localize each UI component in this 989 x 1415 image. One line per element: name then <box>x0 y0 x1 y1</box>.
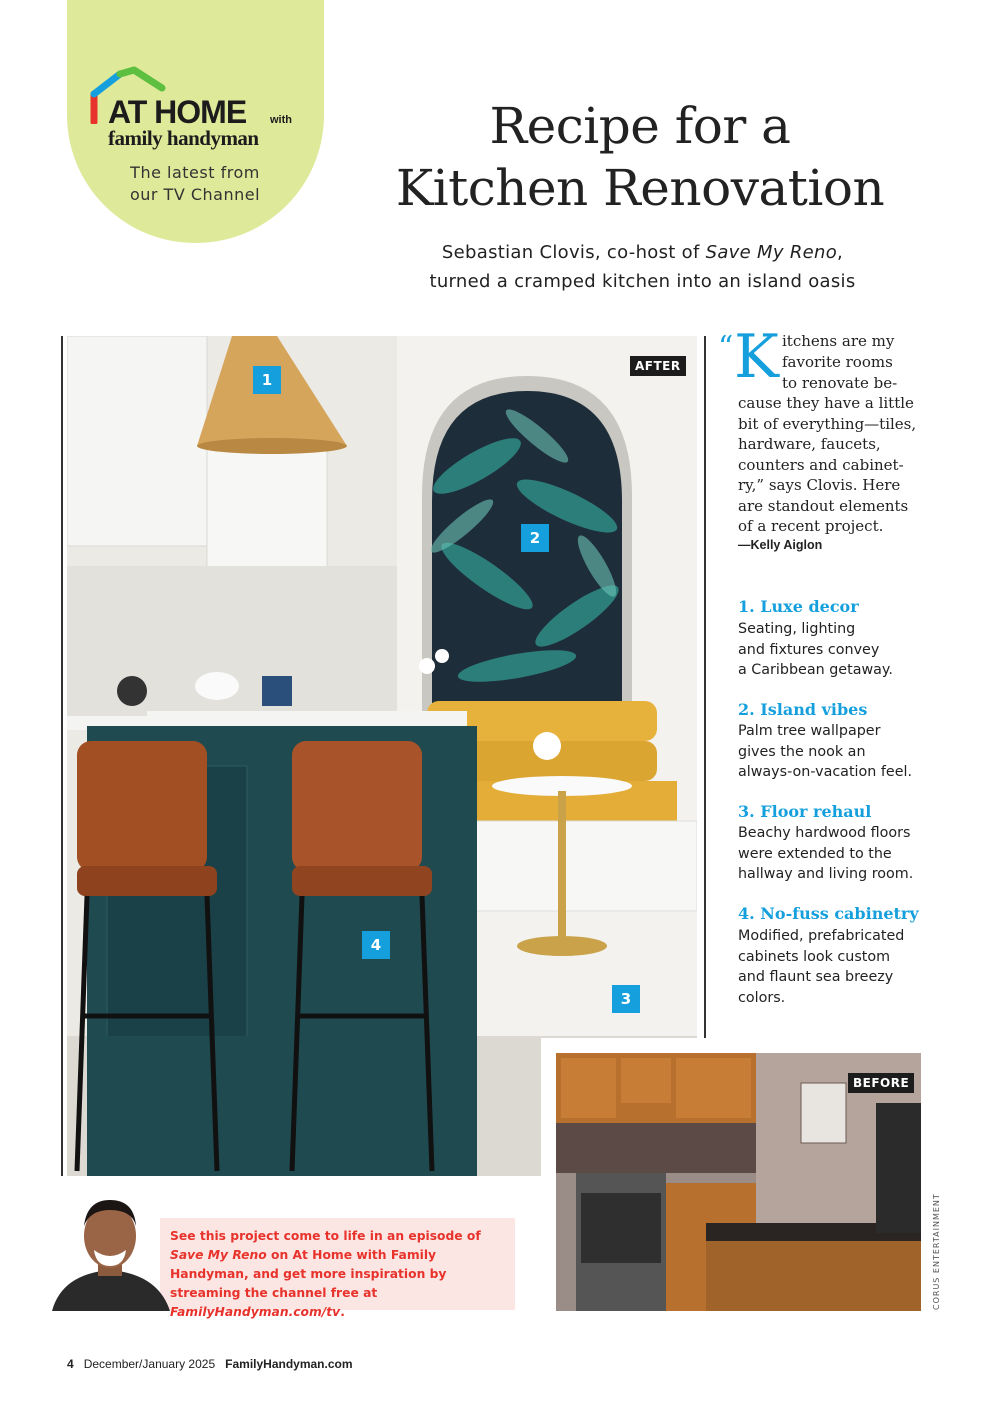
divider-rule <box>61 336 63 1176</box>
promo-channel-name: At Home with Family Handyman <box>170 1248 437 1281</box>
quote-line: ry,” says Clovis. Here <box>738 476 901 494</box>
quote-line: favorite rooms <box>782 353 893 371</box>
page-footer <box>67 1357 353 1371</box>
promo-text <box>170 1227 515 1322</box>
logo-subtitle: family handyman <box>108 126 259 150</box>
feature-title-2: 2. Island vibes <box>738 700 868 719</box>
promo-part: , and get more inspiration by streaming the channel free at <box>170 1267 447 1300</box>
deck-show-name: Save My Reno <box>705 242 838 263</box>
quote-line: to renovate be- <box>782 374 898 392</box>
quote-line: cause they have a little <box>738 394 914 412</box>
drop-cap: K <box>734 322 779 392</box>
badge-tagline: The latest from our TV Channel <box>129 163 261 204</box>
feature-body-1: Seating, lighting and fixtures convey a Caribbean getaway. <box>738 621 893 678</box>
article-deck <box>380 238 905 296</box>
deck-comma: , <box>837 242 844 263</box>
quote-line: are standout elements <box>738 497 909 515</box>
issue-date: December/January 2025 <box>83 1357 216 1371</box>
photo-credit: CORUS ENTERTAINMENT <box>932 1193 941 1310</box>
feature-body-2: Palm tree wallpaper gives the nook an always-on-vacation feel. <box>738 723 913 780</box>
promo-part: See this project come to life in an episode of <box>170 1229 481 1243</box>
feature-title-3: 3. Floor rehaul <box>738 802 872 821</box>
logo-wordmark: AT HOME <box>108 94 247 130</box>
open-quote-mark: “ <box>718 330 734 365</box>
promo-url-link[interactable]: FamilyHandyman.com/tv <box>170 1305 341 1319</box>
feature-title-4: 4. No-fuss cabinetry <box>738 904 919 923</box>
deck-text: Sebastian Clovis, co-host of <box>441 242 706 263</box>
divider-rule <box>704 336 706 1040</box>
marker-4: 4 <box>362 931 390 959</box>
page-title: Recipe for a Kitchen Renovation <box>395 97 885 217</box>
promo-show-name: Save My Reno <box>170 1248 267 1262</box>
quote-line: of a recent project. <box>738 517 884 535</box>
after-label: AFTER <box>630 356 686 376</box>
marker-3: 3 <box>612 985 640 1013</box>
page-number: 4 <box>67 1357 74 1371</box>
logo-with: with <box>270 114 292 126</box>
feature-title-1: 1. Luxe decor <box>738 597 859 616</box>
quote-line: counters and cabinet- <box>738 456 904 474</box>
marker-2: 2 <box>521 524 549 552</box>
promo-part: . <box>340 1305 345 1319</box>
marker-1: 1 <box>253 366 281 394</box>
quote-line: hardware, faucets, <box>738 435 881 453</box>
quote-line: bit of everything—tiles, <box>738 415 917 433</box>
before-label: BEFORE <box>848 1073 914 1093</box>
quote-line: itchens are my <box>782 332 895 350</box>
byline: —Kelly Aiglon <box>738 538 823 552</box>
host-portrait <box>52 1196 170 1311</box>
feature-body-4: Modified, prefabricated cabinets look custom and flaunt sea breezy colors. <box>738 928 905 1006</box>
deck-line-2: turned a cramped kitchen into an island oasis <box>429 271 856 292</box>
before-photo <box>556 1053 921 1311</box>
site-name: FamilyHandyman.com <box>225 1357 353 1371</box>
feature-body-3: Beachy hardwood floors were extended to the hallway and living room. <box>738 825 914 882</box>
promo-part: on <box>266 1248 293 1262</box>
